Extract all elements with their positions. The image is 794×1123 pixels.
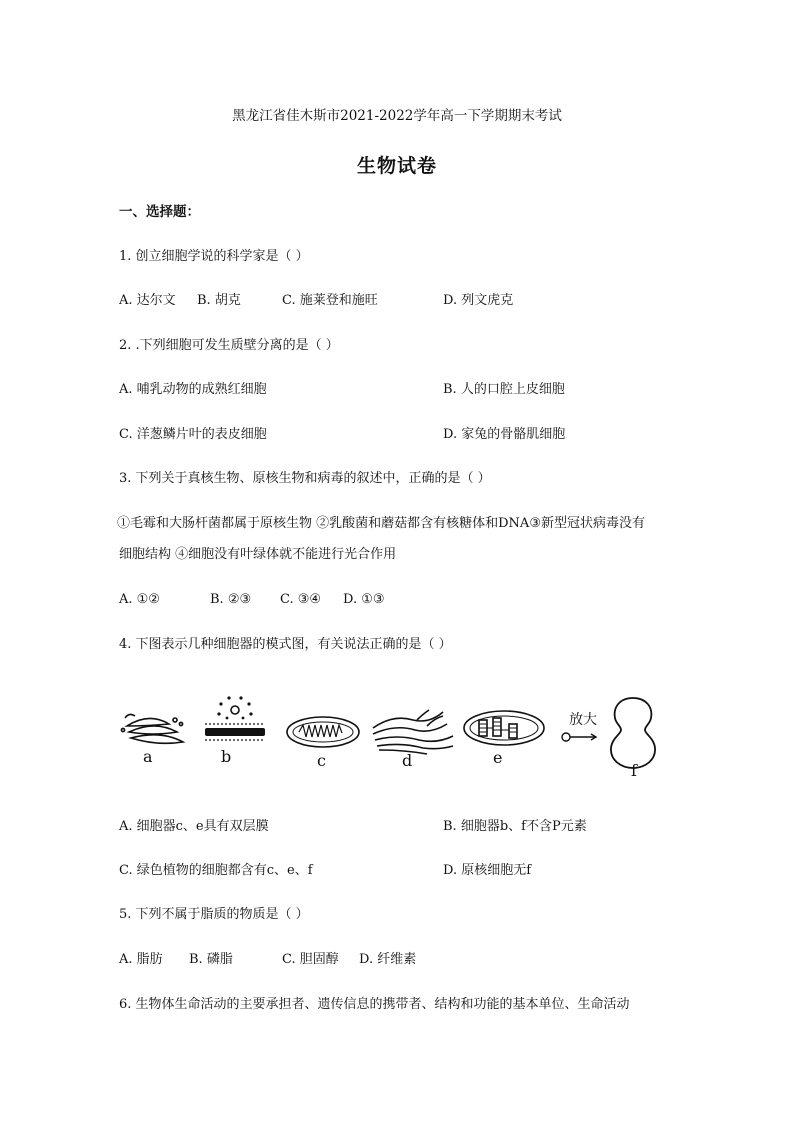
organelle-label-b: b [221, 747, 232, 766]
question-4-option-c: C. 绿色植物的细胞都含有c、e、f [119, 863, 313, 878]
organelle-d-er-icon [373, 710, 453, 754]
organelle-label-e: e [493, 748, 503, 767]
exam-title: 黑龙江省佳木斯市2021-2022学年高一下学期期末考试 [232, 108, 562, 124]
question-1-stem: 1. 创立细胞学说的科学家是（ ） [119, 249, 309, 264]
question-2-option-d: D. 家兔的骨骼肌细胞 [443, 427, 566, 442]
question-1-option-c: C. 施莱登和施旺 [282, 293, 378, 308]
section-heading: 一、选择题： [119, 204, 200, 220]
exam-subtitle: 生物试卷 [356, 155, 437, 177]
question-2-option-b: B. 人的口腔上皮细胞 [443, 382, 565, 397]
question-2-option-c: C. 洋葱鳞片叶的表皮细胞 [119, 427, 267, 442]
question-4-stem: 4. 下图表示几种细胞器的模式图，有关说法正确的是（ ） [119, 637, 452, 652]
question-4-option-a: A. 细胞器c、e具有双层膜 [119, 819, 269, 834]
question-2-stem: 2. .下列细胞可发生质壁分离的是（ ） [119, 338, 339, 353]
question-2-option-a: A. 哺乳动物的成熟红细胞 [119, 382, 267, 397]
question-1-option-a: A. 达尔文 [119, 293, 176, 308]
organelle-a-golgi-icon [121, 714, 183, 743]
question-3-option-a: A. ①② [119, 592, 160, 607]
organelle-c-mitochondrion-icon [287, 717, 359, 747]
organelle-label-d: d [402, 751, 413, 770]
zoom-label: 放大 [569, 712, 597, 728]
organelle-diagram [117, 690, 677, 790]
zoom-arrow-icon [562, 733, 596, 741]
organelle-b-ribosome-er-icon [205, 696, 265, 740]
organelle-e-chloroplast-icon [464, 711, 544, 745]
question-3-stem: 3. 下列关于真核生物、原核生物和病毒的叙述中，正确的是（ ） [119, 471, 491, 486]
organelle-label-a: a [143, 747, 153, 766]
organelle-label-f: f [631, 761, 637, 780]
organelle-label-c: c [317, 751, 326, 770]
question-6-stem: 6. 生物体生命活动的主要承担者、遗传信息的携带者、结构和功能的基本单位、生命活动 [119, 997, 630, 1012]
question-5-option-c: C. 胆固醇 [282, 952, 339, 967]
question-5-stem: 5. 下列不属于脂质的物质是（ ） [119, 907, 309, 922]
question-3-statements-line2: 细胞结构 ④细胞没有叶绿体就不能进行光合作用 [119, 547, 397, 562]
question-1-option-b: B. 胡克 [197, 293, 241, 308]
question-5-option-d: D. 纤维素 [359, 952, 417, 967]
question-4-option-b: B. 细胞器b、f不含P元素 [443, 819, 587, 834]
question-3-option-b: B. ②③ [210, 592, 252, 607]
question-5-option-a: A. 脂肪 [119, 952, 163, 967]
question-4-option-d: D. 原核细胞无f [443, 863, 532, 878]
question-1-option-d: D. 列文虎克 [443, 293, 514, 308]
question-3-option-d: D. ①③ [343, 592, 385, 607]
question-5-option-b: B. 磷脂 [189, 952, 233, 967]
organelle-f-centrosome-icon [611, 698, 655, 768]
question-3-statements-line1: ①毛霉和大肠杆菌都属于原核生物 ②乳酸菌和蘑菇都含有核糖体和DNA③新型冠状病毒没有 [117, 516, 645, 531]
question-3-option-c: C. ③④ [280, 592, 322, 607]
